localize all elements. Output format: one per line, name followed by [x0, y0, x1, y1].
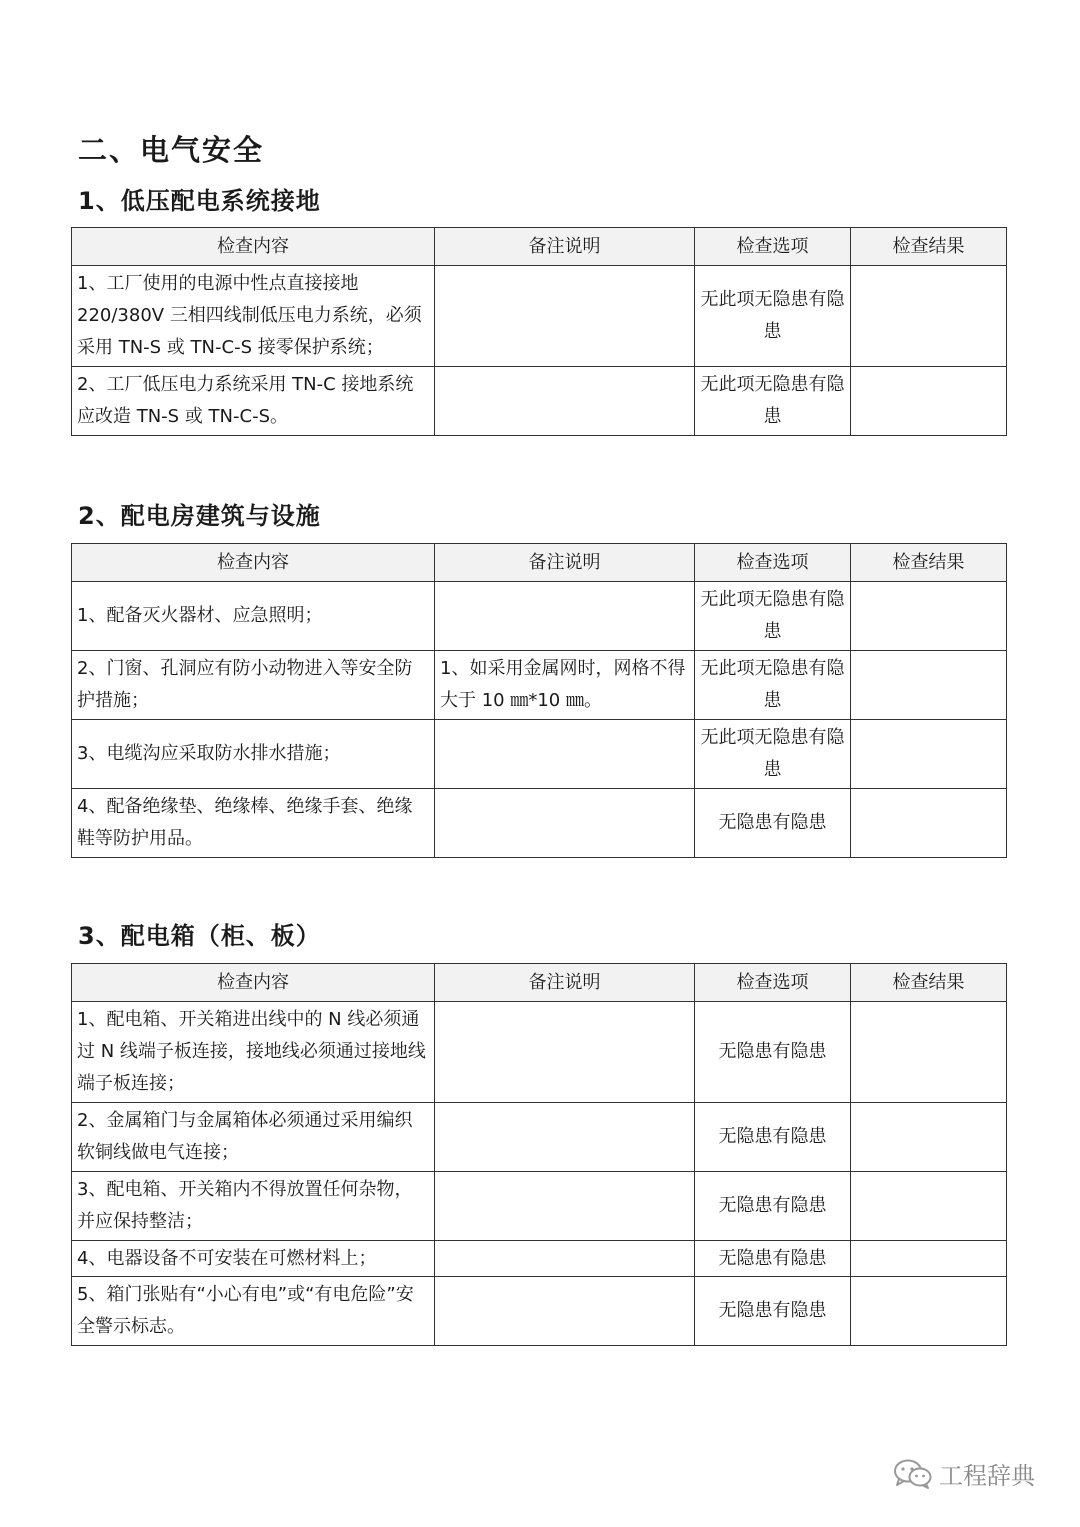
- table-row: [72, 651, 1007, 720]
- row-content: 5、箱门张贴有“小心有电”或“有电危险”安全警示标志。: [72, 1277, 435, 1346]
- row-result[interactable]: [851, 1277, 1007, 1346]
- watermark: [893, 1456, 1035, 1491]
- row-note: [435, 582, 695, 651]
- checklist-table-distribution-box: [71, 963, 1007, 1346]
- section-title-grounding: 1、低压配电系统接地: [78, 187, 321, 215]
- row-option: 无隐患有隐患: [695, 1241, 851, 1277]
- row-content: 4、配备绝缘垫、绝缘棒、绝缘手套、绝缘鞋等防护用品。: [72, 789, 435, 858]
- table-row: [72, 789, 1007, 858]
- row-result[interactable]: [851, 266, 1007, 367]
- row-result[interactable]: [851, 367, 1007, 436]
- row-note: [435, 1103, 695, 1172]
- row-option: 无此项无隐患有隐患: [695, 651, 851, 720]
- row-note: [435, 1002, 695, 1103]
- header-content: 检查内容: [72, 228, 435, 266]
- table-row: [72, 1172, 1007, 1241]
- row-result[interactable]: [851, 720, 1007, 789]
- row-content: 3、配电箱、开关箱内不得放置任何杂物，并应保持整洁；: [72, 1172, 435, 1241]
- row-result[interactable]: [851, 1103, 1007, 1172]
- table-header-row: [72, 544, 1007, 582]
- section-title-distribution-box: 3、配电箱（柜、板）: [78, 922, 321, 950]
- row-note: [435, 1172, 695, 1241]
- header-option: 检查选项: [695, 964, 851, 1002]
- header-option: 检查选项: [695, 228, 851, 266]
- wechat-icon: [893, 1458, 933, 1490]
- row-result[interactable]: [851, 651, 1007, 720]
- header-content: 检查内容: [72, 964, 435, 1002]
- row-content: 4、电器设备不可安装在可燃材料上；: [72, 1241, 435, 1277]
- table-header-row: [72, 228, 1007, 266]
- row-content: 1、配电箱、开关箱进出线中的 N 线必须通过 N 线端子板连接，接地线必须通过接地线端子板连接；: [72, 1002, 435, 1103]
- row-content: 2、工厂低压电力系统采用 TN-C 接地系统应改造 TN-S 或 TN-C-S。: [72, 367, 435, 436]
- header-result: 检查结果: [851, 964, 1007, 1002]
- row-note: 1、如采用金属网时，网格不得大于 10 ㎜*10 ㎜。: [435, 651, 695, 720]
- row-content: 2、门窗、孔洞应有防小动物进入等安全防护措施；: [72, 651, 435, 720]
- table-row: [72, 720, 1007, 789]
- row-note: [435, 367, 695, 436]
- row-note: [435, 1277, 695, 1346]
- header-content: 检查内容: [72, 544, 435, 582]
- row-option: 无隐患有隐患: [695, 1002, 851, 1103]
- row-result[interactable]: [851, 1172, 1007, 1241]
- table-row: [72, 1103, 1007, 1172]
- row-result[interactable]: [851, 582, 1007, 651]
- table-row: [72, 582, 1007, 651]
- row-content: 1、工厂使用的电源中性点直接接地 220/380V 三相四线制低压电力系统，必须采用 TN-S 或 TN-C-S 接零保护系统；: [72, 266, 435, 367]
- row-content: 1、配备灭火器材、应急照明；: [72, 582, 435, 651]
- table-row: [72, 1277, 1007, 1346]
- checklist-table-grounding: [71, 227, 1007, 436]
- table-row: [72, 367, 1007, 436]
- table-row: [72, 266, 1007, 367]
- row-option: 无隐患有隐患: [695, 789, 851, 858]
- row-note: [435, 720, 695, 789]
- row-note: [435, 1241, 695, 1277]
- row-option: 无此项无隐患有隐患: [695, 367, 851, 436]
- row-content: 2、金属箱门与金属箱体必须通过采用编织软铜线做电气连接；: [72, 1103, 435, 1172]
- section-title-distribution-room: 2、配电房建筑与设施: [78, 502, 321, 530]
- header-option: 检查选项: [695, 544, 851, 582]
- row-note: [435, 266, 695, 367]
- row-option: 无隐患有隐患: [695, 1172, 851, 1241]
- row-option: 无隐患有隐患: [695, 1277, 851, 1346]
- header-result: 检查结果: [851, 544, 1007, 582]
- row-result[interactable]: [851, 1241, 1007, 1277]
- header-result: 检查结果: [851, 228, 1007, 266]
- table-row: [72, 1241, 1007, 1277]
- checklist-table-distribution-room: [71, 543, 1007, 858]
- row-note: [435, 789, 695, 858]
- row-result[interactable]: [851, 789, 1007, 858]
- document-title: 二、电气安全: [78, 133, 265, 167]
- table-row: [72, 1002, 1007, 1103]
- row-option: 无此项无隐患有隐患: [695, 582, 851, 651]
- row-option: 无隐患有隐患: [695, 1103, 851, 1172]
- row-option: 无此项无隐患有隐患: [695, 266, 851, 367]
- table-header-row: [72, 964, 1007, 1002]
- row-content: 3、电缆沟应采取防水排水措施；: [72, 720, 435, 789]
- header-note: 备注说明: [435, 964, 695, 1002]
- header-note: 备注说明: [435, 228, 695, 266]
- row-result[interactable]: [851, 1002, 1007, 1103]
- row-option: 无此项无隐患有隐患: [695, 720, 851, 789]
- header-note: 备注说明: [435, 544, 695, 582]
- watermark-text: 工程辞典: [939, 1462, 1035, 1490]
